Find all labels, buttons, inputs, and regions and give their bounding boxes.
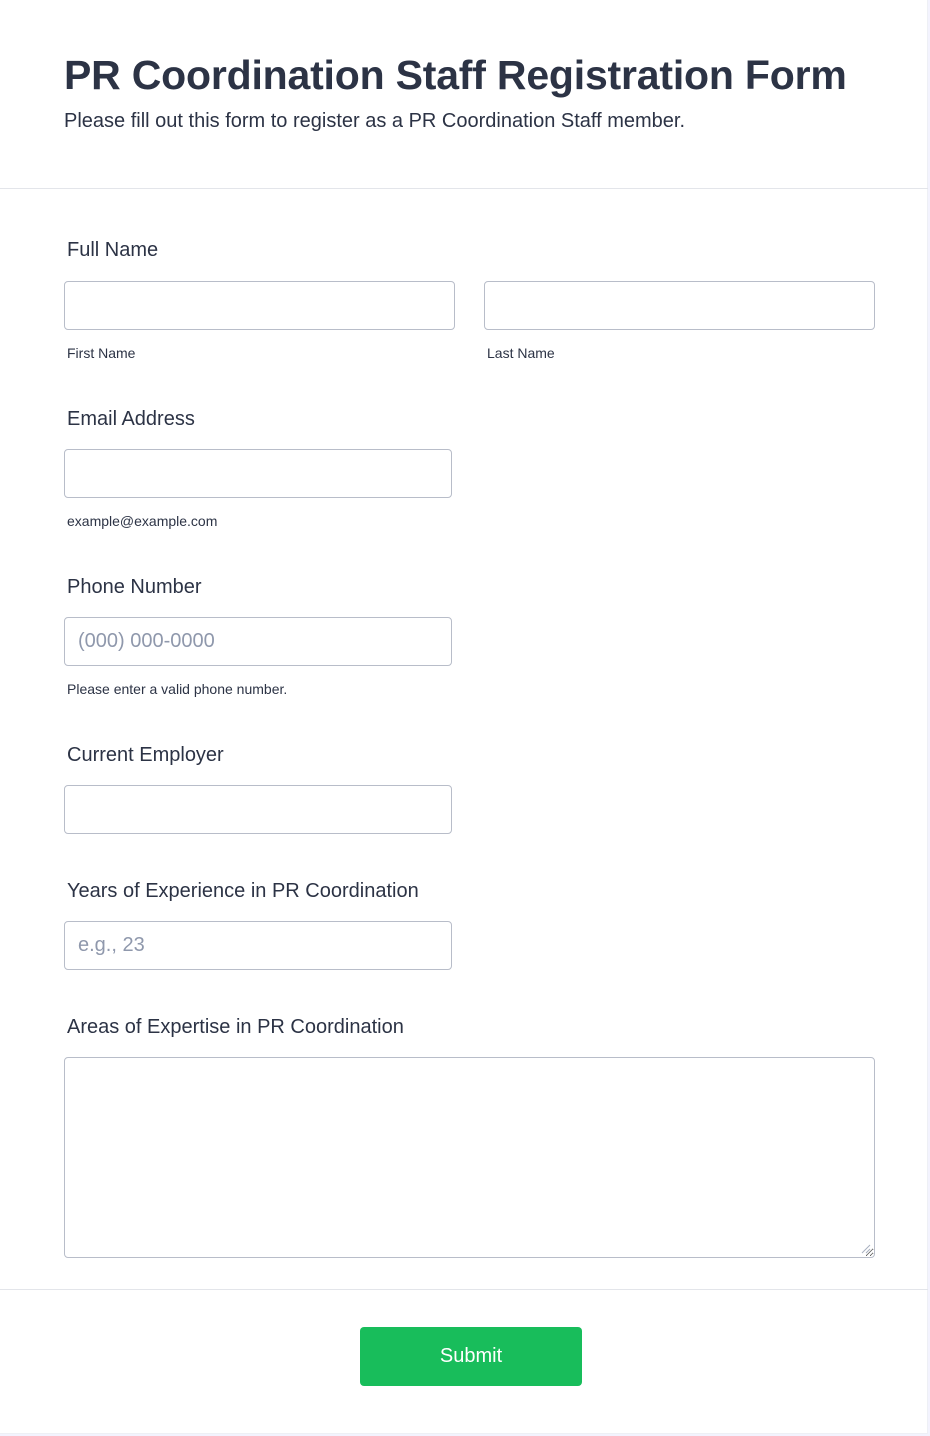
email-label: Email Address: [67, 408, 195, 430]
first-name-sublabel: First Name: [67, 345, 136, 361]
form-subtitle: Please fill out this form to register as a PR Coordination Staff member.: [64, 110, 686, 132]
expertise-textarea[interactable]: [64, 1057, 875, 1258]
footer-divider: [0, 1289, 928, 1290]
form-title: PR Coordination Staff Registration Form: [64, 52, 847, 98]
phone-sublabel: Please enter a valid phone number.: [67, 681, 288, 697]
submit-button[interactable]: Submit: [360, 1327, 582, 1386]
experience-label: Years of Experience in PR Coordination: [67, 880, 419, 902]
phone-input[interactable]: [64, 617, 452, 666]
email-input[interactable]: [64, 449, 452, 498]
employer-label: Current Employer: [67, 744, 224, 766]
last-name-sublabel: Last Name: [487, 345, 555, 361]
email-sublabel: example@example.com: [67, 513, 218, 529]
employer-input[interactable]: [64, 785, 452, 834]
full-name-label: Full Name: [67, 239, 159, 261]
phone-label: Phone Number: [67, 576, 202, 598]
first-name-input[interactable]: [64, 281, 455, 330]
expertise-label: Areas of Expertise in PR Coordination: [67, 1016, 404, 1038]
experience-input[interactable]: [64, 921, 452, 970]
last-name-input[interactable]: [484, 281, 875, 330]
form-header: [0, 0, 928, 189]
